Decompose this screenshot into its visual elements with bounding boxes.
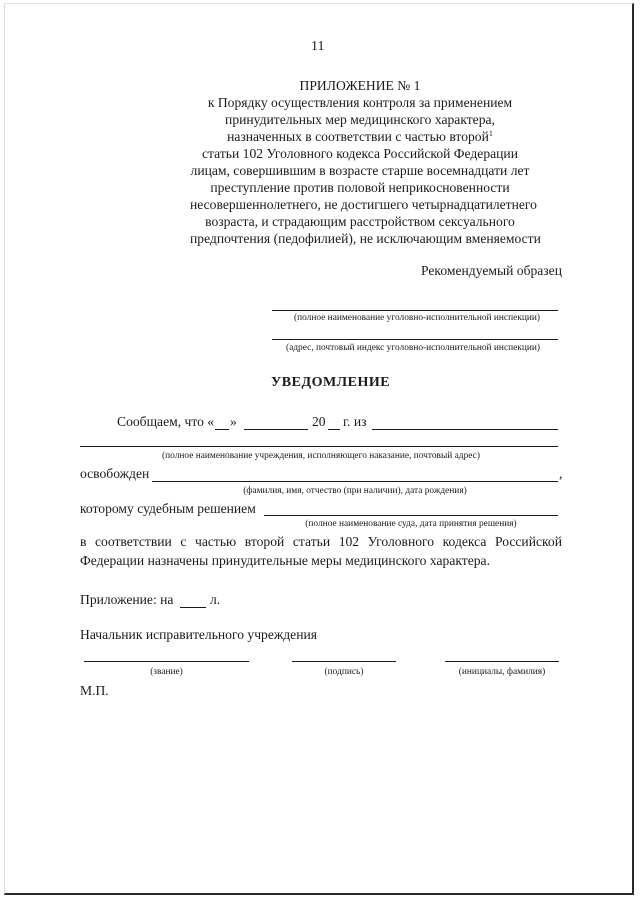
appendix-line-7: несовершеннолетнего, не достигшего четырнадцатилетнего (190, 197, 537, 212)
institution-line (80, 446, 558, 447)
court-hint: (полное наименование суда, дата принятия решения) (305, 519, 517, 529)
intro-suffix: г. из (343, 414, 367, 429)
position-label: Начальник исправительного учреждения (80, 627, 318, 642)
signature-hint: (подпись) (324, 667, 364, 677)
court-line (264, 515, 558, 516)
appendix-title: ПРИЛОЖЕНИЕ № 1 (299, 78, 421, 93)
court-label: которому судебным решением (80, 501, 256, 516)
institution-hint: (полное наименование учреждения, исполняющего наказание, почтовый адрес) (162, 451, 480, 461)
appendix-line-8: возраста, и страдающим расстройством сексуального (205, 214, 515, 229)
footnote-mark: 1 (488, 129, 493, 138)
appendix-line-4: статьи 102 Уголовного кодекса Российской Федерации (202, 146, 518, 161)
released-label: освобожден (80, 466, 150, 481)
initials-hint: (инициалы, фамилия) (458, 667, 546, 677)
appendix-line-9: предпочтения (педофилией), не исключающим вменяемости (190, 231, 541, 246)
inspection-address-hint: (адрес, почтовый индекс уголовно-исполнительной инспекции) (285, 343, 541, 353)
inspection-address-line (272, 339, 558, 340)
appendix-line-2: принудительных мер медицинского характера, (225, 112, 495, 127)
intro-prefix: Сообщаем, что « (117, 414, 215, 429)
inspection-name-line (272, 310, 558, 311)
page-number: 11 (311, 39, 325, 54)
appendix-line-5: лицам, совершившим в возрасте старше восемнадцати лет (190, 163, 530, 178)
signature-line (292, 661, 396, 662)
rank-hint: (звание) (150, 667, 183, 677)
intro-year: 20 (312, 414, 326, 429)
released-comma: , (559, 466, 563, 481)
stamp-label: М.П. (80, 683, 109, 698)
appendix-line-6: преступление против половой неприкосновенности (210, 180, 510, 195)
person-hint: (фамилия, имя, отчество (при наличии), дата рождения) (243, 486, 467, 496)
day-blank (215, 429, 229, 430)
intro-quote-close: » (230, 414, 237, 429)
attachment-pages-blank (180, 607, 206, 608)
notice-title: УВЕДОМЛЕНИЕ (271, 375, 391, 390)
attachment-suffix: л. (210, 592, 221, 607)
year-blank (328, 429, 340, 430)
released-person-line (152, 481, 558, 482)
paragraph-line-2: Федерации назначены принудительные меры медицинского характера. (80, 553, 490, 568)
appendix-line-3: назначенных в соответствии с частью второй (227, 129, 489, 144)
inspection-name-hint: (полное наименование уголовно-исполнительной инспекции) (293, 313, 541, 323)
appendix-line-3-wrapper (190, 128, 530, 145)
attachment-prefix: Приложение: на (80, 592, 174, 607)
rank-line (84, 661, 249, 662)
appendix-line-1: к Порядку осуществления контроля за применением (207, 95, 513, 110)
month-blank (244, 429, 308, 430)
source-blank (372, 429, 558, 430)
paragraph-line-1: в соответствии с частью второй статьи 102 Уголовного кодекса Российской (80, 534, 562, 549)
appendix-header (190, 77, 541, 247)
initials-line (445, 661, 559, 662)
sample-label: Рекомендуемый образец (421, 263, 562, 278)
